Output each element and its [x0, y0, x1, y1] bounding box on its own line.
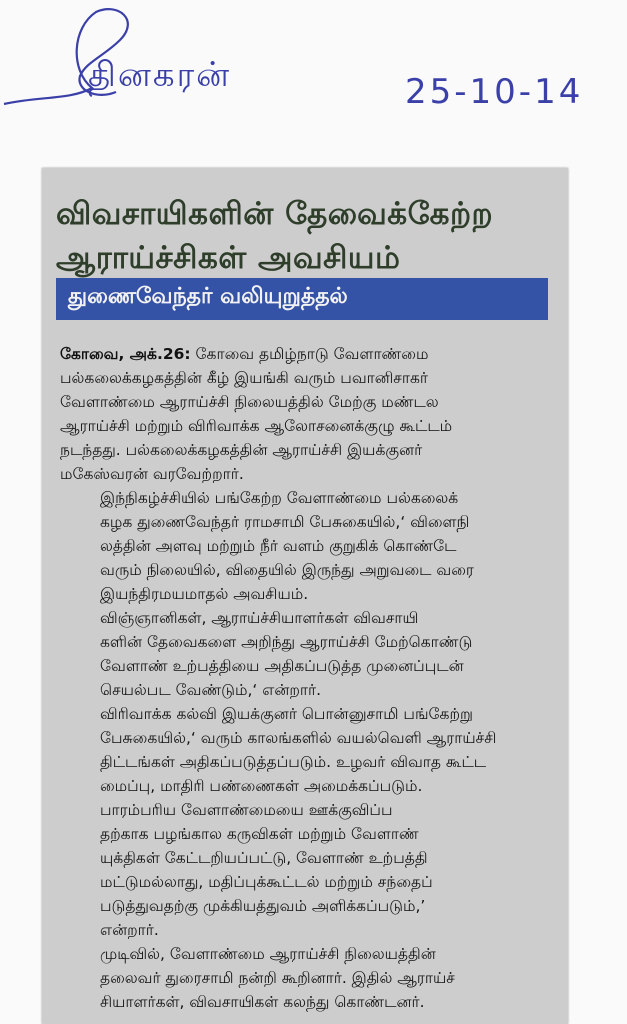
headline-line: ஆராய்ச்சிகள் அவசியம் [56, 240, 401, 276]
article-line: ஆராய்ச்சி மற்றும் விரிவாக்க ஆலோசனைக்குழு கூட்டம் [60, 417, 453, 435]
headline-line: விவசாயிகளின் தேவைக்கேற்ற [56, 196, 494, 232]
article-line: பேசுகையில்,‘ வரும் காலங்களில் வயல்வெளி ஆராய்ச்சி [100, 729, 497, 747]
article-body [60, 342, 558, 1014]
article-line: மகேஸ்வரன் வரவேற்றார். [60, 465, 244, 483]
article-paragraph [60, 798, 558, 942]
article-line: மட்டுமல்லாது, மதிப்புக்கூட்டல் மற்றும் சந்தைப் [100, 873, 433, 891]
article-line: தலைவர் துரைசாமி நன்றி கூறினார். இதில் ஆராய்ச் [100, 969, 455, 987]
article-paragraph [60, 342, 558, 486]
article-line: சியாளர்கள், விவசாயிகள் கலந்து கொண்டனர். [100, 993, 425, 1011]
article-line: திட்டங்கள் அதிகப்படுத்தப்படும். உழவர் விவாத கூட்ட [100, 753, 487, 771]
masthead-handwritten: தினகரன் [88, 55, 232, 95]
article-line: யுக்திகள் கேட்டறியப்பட்டு, வேளாண் உற்பத்தி [100, 849, 428, 867]
article-headline [56, 192, 493, 280]
subheadline: துணைவேந்தர் வலியுறுத்தல் [68, 284, 348, 309]
article-line: மைப்பு, மாதிரி பண்ணைகள் அமைக்கப்படும். [100, 777, 423, 795]
article-line: வரும் நிலையில், விதையில் இருந்து அறுவடை வரை [100, 561, 474, 579]
article-line: தற்காக பழங்கால கருவிகள் மற்றும் வேளாண் [100, 825, 419, 843]
article-paragraph [60, 702, 558, 798]
article-line: என்றார். [100, 921, 159, 939]
article-line: இந்நிகழ்ச்சியில் பங்கேற்ற வேளாண்மை பல்கலைக் [100, 489, 459, 507]
article-line: வேளாண்மை ஆராய்ச்சி நிலையத்தில் மேற்கு மண்டல [60, 393, 439, 411]
article-paragraph [60, 942, 558, 1014]
subheadline-banner [56, 278, 548, 320]
newspaper-clipping [42, 168, 568, 1024]
article-line: வேளாண் உற்பத்தியை அதிகப்படுத்த முனைப்புடன் [100, 657, 464, 675]
clipping-date-handwritten: 25-10-14 [405, 72, 584, 112]
article-line: களின் தேவைகளை அறிந்து ஆராய்ச்சி மேற்கொண்டு [100, 633, 473, 651]
article-paragraph [60, 606, 558, 702]
article-line: இயந்திரமயமாதல் அவசியம். [100, 585, 309, 603]
article-paragraph [60, 486, 558, 606]
article-line: லத்தின் அளவு மற்றும் நீர் வளம் குறுகிக் கொண்டே [100, 537, 457, 555]
article-line: கோவை, அக்.26: கோவை தமிழ்நாடு வேளாண்மை [60, 345, 429, 363]
article-line: பல்கலைக்கழகத்தின் கீழ் இயங்கி வரும் பவானிசாகர் [60, 369, 429, 387]
article-line: பாரம்பரிய வேளாண்மையை ஊக்குவிப்ப [100, 801, 393, 819]
article-line: விரிவாக்க கல்வி இயக்குனர் பொன்னுசாமி பங்கேற்று [100, 705, 473, 723]
dateline: கோவை, அக்.26: [60, 345, 191, 363]
article-line: செயல்பட வேண்டும்,‘ என்றார். [100, 681, 322, 699]
article-line: நடந்தது. பல்கலைக்கழகத்தின் ஆராய்ச்சி இயக்குனர் [60, 441, 423, 459]
article-line: படுத்துவதற்கு முக்கியத்துவம் அளிக்கப்படும்,’ [100, 897, 426, 915]
article-line: முடிவில், வேளாண்மை ஆராய்ச்சி நிலையத்தின் [100, 945, 436, 963]
article-line: கழக துணைவேந்தர் ராமசாமி பேசுகையில்,‘ விளைநி [100, 513, 470, 531]
article-line: விஞ்ஞானிகள், ஆராய்ச்சியாளர்கள் விவசாயி [100, 609, 419, 627]
